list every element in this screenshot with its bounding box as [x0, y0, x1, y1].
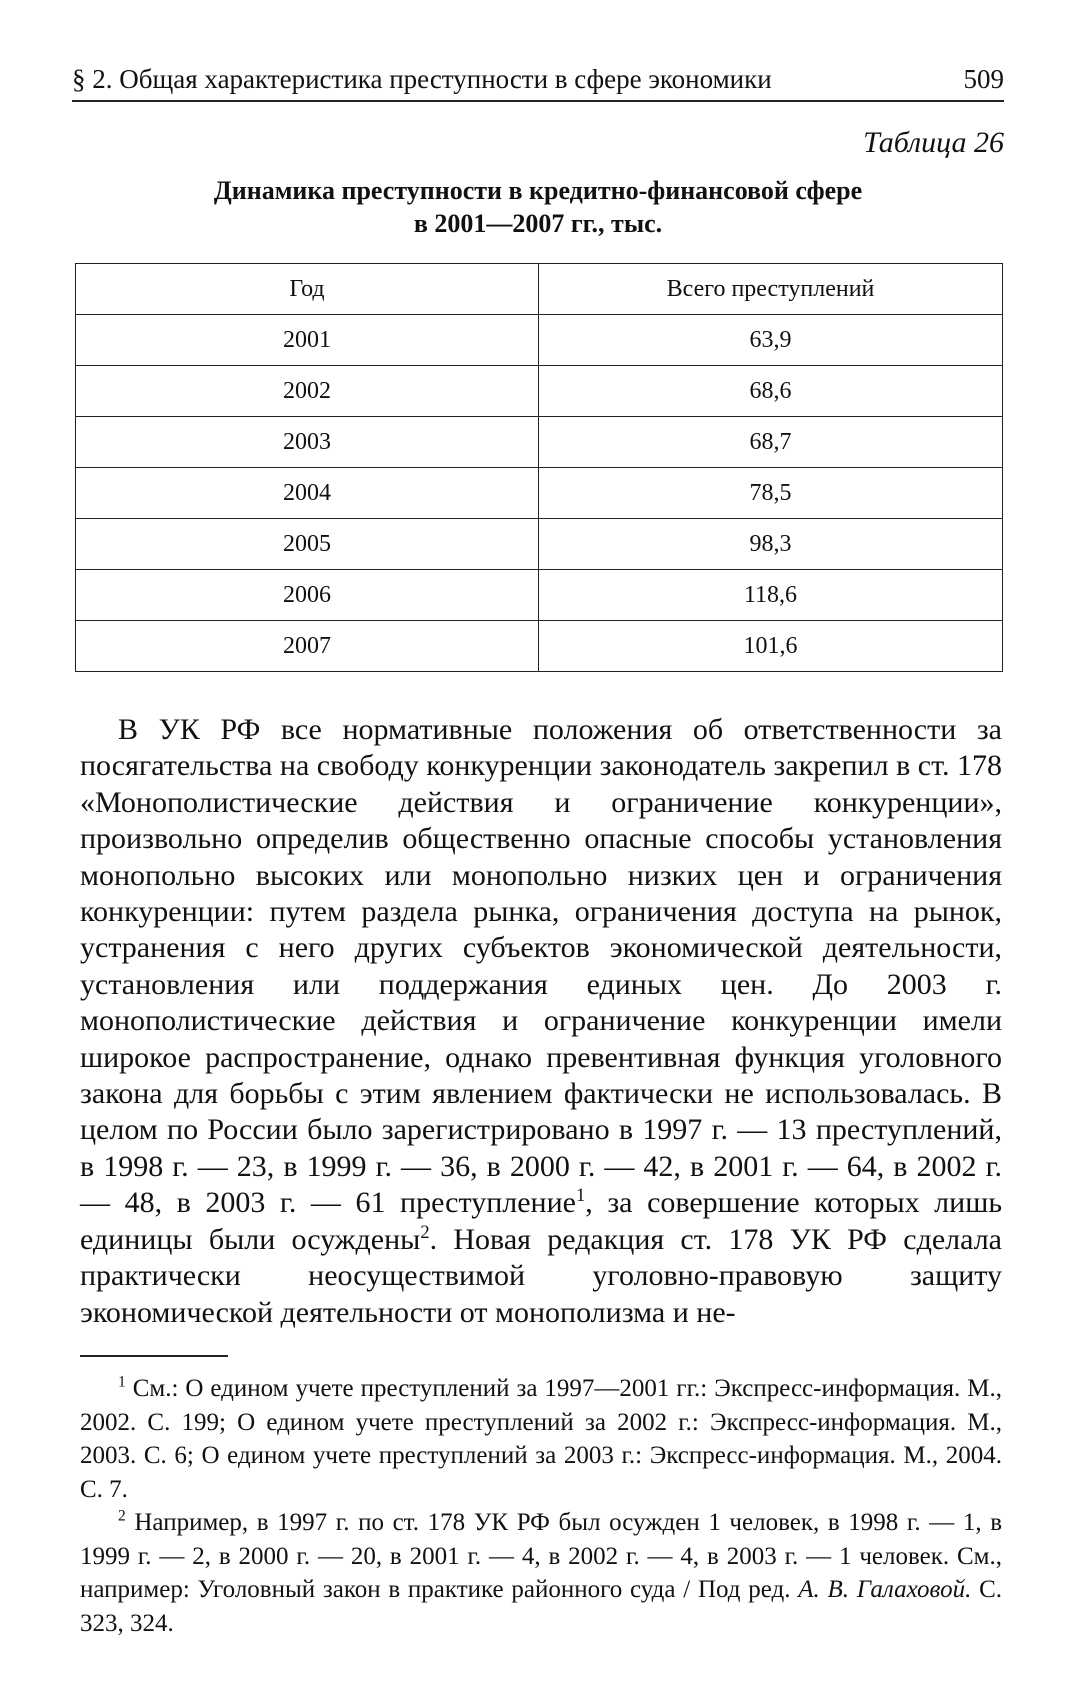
column-header-year: Год: [76, 264, 539, 315]
table-row: [76, 621, 1003, 672]
cell-total: 98,3: [539, 519, 1003, 570]
table-title-line-1: Динамика преступности в кредитно-финансовой сфере: [213, 176, 863, 205]
footnote-2-text: Например, в 1997 г. по ст. 178 УК РФ был осужден 1 человек, в 1998 г. — 1, в 1999 г. — 2, в 2000 г. — 20, в 2001 г. — 4, в 2002 г. — 4, в 2003 г. — 1 человек. См., например: Уголовный закон в практике районного суда / Под ред.: [80, 1509, 1002, 1603]
column-header-total: Всего преступлений: [539, 264, 1003, 315]
paragraph-text-part-1: В УК РФ все нормативные положения об ответственности за посягательства на свободу конкуренции законодатель закрепил в ст. 178 «Монополистические действия и ограничение конкуренции», произвольно определив общественно опасные способы установления монопольно высоких или монопольно низких цен и ограничения конкуренции: путем раздела рынка, ограничения доступа на рынок, устранения с него других субъектов экономической деятельности, установления или поддержания единых цен. До 2003 г. монополистические действия и ограничение конкуренции имели широкое распространение, однако превентивная функция уголовного закона для борьбы с этим явлением фактически не использовалась. В целом по России было зарегистрировано в 1997 г. — 13 преступлений, в 1998 г. — 23, в 1999 г. — 36, в 2000 г. — 42, в 2001 г. — 64, в 2002 г. — 48, в 2003 г. — 61 преступление: [80, 713, 1002, 1220]
cell-year: 2002: [76, 366, 539, 417]
cell-total: 63,9: [539, 315, 1003, 366]
footnote-2-text-end: С. 323, 324.: [80, 1576, 1002, 1637]
cell-year: 2006: [76, 570, 539, 621]
table-row: [76, 366, 1003, 417]
cell-total: 101,6: [539, 621, 1003, 672]
running-header: [72, 60, 1004, 100]
body-paragraph: [80, 712, 1002, 1331]
table-row: [76, 468, 1003, 519]
footnote-1-text: См.: О едином учете преступлений за 1997—2001 гг.: Экспресс-информация. М., 2002. С. 199; О едином учете преступлений за 2002 г.: Экспресс-информация. М., 2003. С. 6; О едином учете преступлений за 2003 г.: Экспресс-информация. М., 2004. С. 7.: [80, 1375, 1002, 1503]
cell-total: 118,6: [539, 570, 1003, 621]
table-row: [76, 570, 1003, 621]
cell-total: 68,7: [539, 417, 1003, 468]
footnote-2: [80, 1506, 1002, 1640]
footnote-1: [80, 1372, 1002, 1506]
paragraph-text-part-3: . Новая редакция ст. 178 УК РФ сделала практически неосуществимой уголовно-правовую защиту экономической деятельности от монополизма и не-: [80, 1222, 1003, 1329]
table-row: [76, 315, 1003, 366]
table-row: [76, 519, 1003, 570]
header-divider: [72, 100, 1004, 102]
cell-year: 2005: [76, 519, 539, 570]
footnote-1-marker: 1: [118, 1373, 126, 1391]
footnote-divider: [80, 1355, 228, 1357]
footnote-ref-1: 1: [575, 1185, 586, 1207]
cell-year: 2007: [76, 621, 539, 672]
main-paragraph: [80, 712, 1002, 1331]
cell-total: 78,5: [539, 468, 1003, 519]
paragraph-text-part-2: , за совершение которых лишь единицы были осуждены: [80, 1186, 1002, 1256]
cell-year: 2004: [76, 468, 539, 519]
cell-total: 68,6: [539, 366, 1003, 417]
footnote-ref-2: 2: [420, 1221, 430, 1243]
crime-dynamics-table: [75, 263, 1003, 672]
footnote-2-editor: А. В. Галаховой.: [798, 1576, 972, 1603]
table-header-row: [76, 264, 1003, 315]
table-title-line-2: в 2001—2007 гг., тыс.: [413, 209, 663, 238]
cell-year: 2003: [76, 417, 539, 468]
cell-year: 2001: [76, 315, 539, 366]
table-row: [76, 417, 1003, 468]
footnotes: [80, 1372, 1002, 1640]
section-title: § 2. Общая характеристика преступности в сфере экономики: [72, 64, 772, 94]
page-number: 509: [963, 64, 1004, 94]
table-label: Таблица 26: [863, 126, 1004, 159]
footnote-2-marker: 2: [118, 1507, 126, 1525]
